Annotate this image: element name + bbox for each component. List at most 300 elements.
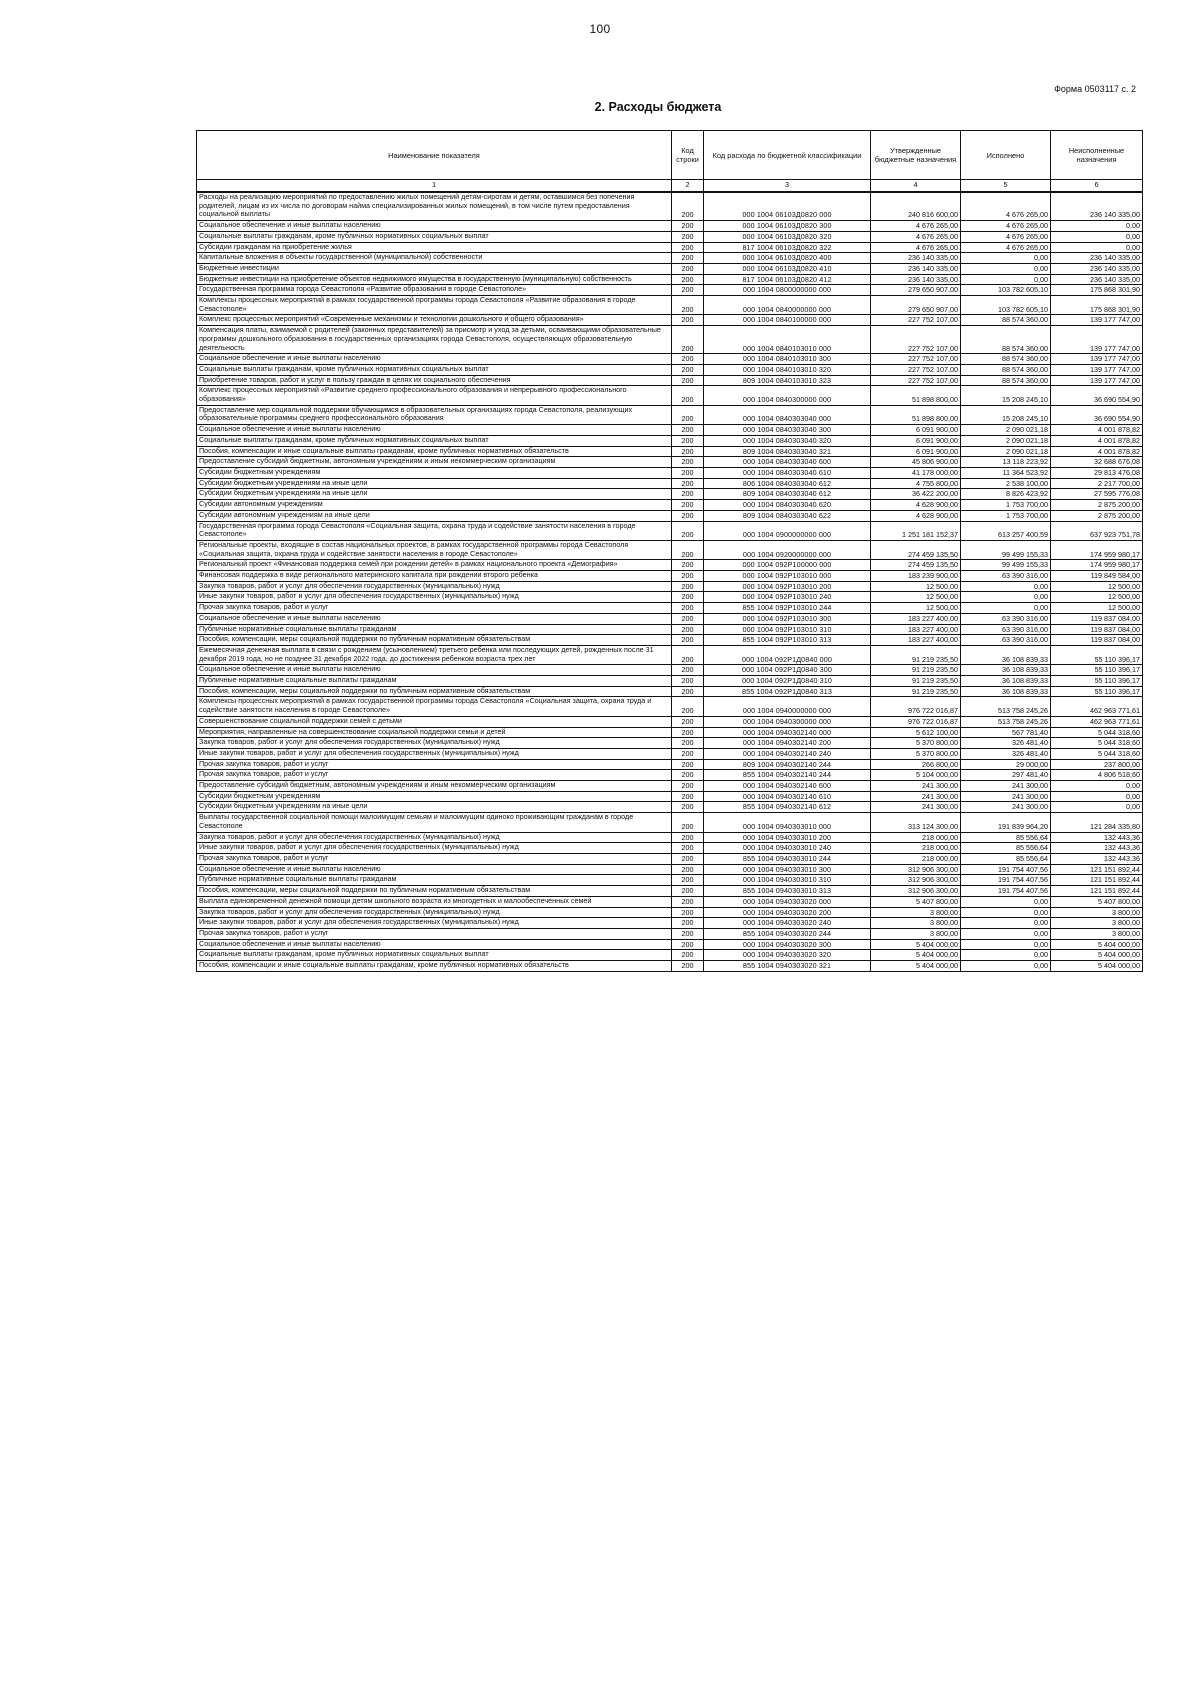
- expense-code-cell: 000 1004 06103Д0820 300: [704, 221, 871, 232]
- expense-code-cell: 855 1004 092P103010 313: [704, 635, 871, 646]
- unexecuted-amount-cell: 5 404 000,00: [1051, 950, 1143, 961]
- table-body: [197, 192, 1143, 971]
- table-row: [197, 560, 1143, 571]
- expense-code-cell: 000 1004 0940303020 000: [704, 896, 871, 907]
- approved-amount-cell: 51 898 800,00: [871, 386, 961, 405]
- header-unexecuted: Неисполненные назначения: [1051, 131, 1143, 180]
- line-code-cell: 200: [672, 781, 704, 792]
- table-row: [197, 285, 1143, 296]
- unexecuted-amount-cell: 174 959 980,17: [1051, 540, 1143, 559]
- approved-amount-cell: 51 898 800,00: [871, 405, 961, 424]
- approved-amount-cell: 5 404 000,00: [871, 939, 961, 950]
- line-code-cell: 200: [672, 939, 704, 950]
- line-code-cell: 200: [672, 581, 704, 592]
- header-indicator-name: Наименование показателя: [197, 131, 672, 180]
- expense-code-cell: 855 1004 0940302140 244: [704, 770, 871, 781]
- expense-code-cell: 000 1004 0840303040 620: [704, 500, 871, 511]
- line-code-cell: 200: [672, 242, 704, 253]
- line-code-cell: 200: [672, 263, 704, 274]
- unexecuted-amount-cell: 4 001 878,82: [1051, 435, 1143, 446]
- table-row: [197, 489, 1143, 500]
- executed-amount-cell: 0,00: [961, 603, 1051, 614]
- unexecuted-amount-cell: 27 595 776,08: [1051, 489, 1143, 500]
- approved-amount-cell: 240 816 600,00: [871, 192, 961, 221]
- approved-amount-cell: 241 300,00: [871, 781, 961, 792]
- line-code-cell: 200: [672, 864, 704, 875]
- unexecuted-amount-cell: 175 868 301,90: [1051, 296, 1143, 315]
- line-code-cell: 200: [672, 425, 704, 436]
- unexecuted-amount-cell: 55 110 396,17: [1051, 686, 1143, 697]
- approved-amount-cell: 5 404 000,00: [871, 950, 961, 961]
- line-code-cell: 200: [672, 231, 704, 242]
- indicator-name-cell: Прочая закупка товаров, работ и услуг: [197, 603, 672, 614]
- expense-code-cell: 000 1004 0940303010 300: [704, 864, 871, 875]
- table-row: [197, 274, 1143, 285]
- executed-amount-cell: 99 499 155,33: [961, 560, 1051, 571]
- expense-code-cell: 000 1004 0840103010 000: [704, 326, 871, 354]
- indicator-name-cell: Социальное обеспечение и иные выплаты населению: [197, 425, 672, 436]
- indicator-name-cell: Компенсация платы, взимаемой с родителей (законных представителей) за присмотр и уход за детьми, осваивающими образовательные программы дошкольного образования в государственных организациях города Севастополя, осуществляющих образовательную деятельность: [197, 326, 672, 354]
- executed-amount-cell: 36 108 839,33: [961, 676, 1051, 687]
- expense-code-cell: 000 1004 06103Д0820 000: [704, 192, 871, 221]
- unexecuted-amount-cell: 637 923 751,78: [1051, 521, 1143, 540]
- approved-amount-cell: 218 000,00: [871, 832, 961, 843]
- executed-amount-cell: 191 754 407,56: [961, 864, 1051, 875]
- approved-amount-cell: 183 227 400,00: [871, 624, 961, 635]
- expense-code-cell: 855 1004 0940303010 313: [704, 886, 871, 897]
- header-executed: Исполнено: [961, 131, 1051, 180]
- executed-amount-cell: 63 390 316,00: [961, 624, 1051, 635]
- line-code-cell: 200: [672, 791, 704, 802]
- indicator-name-cell: Комплекс процессных мероприятий «Современные механизмы и технологии дошкольного и общего образования»: [197, 315, 672, 326]
- table-row: [197, 645, 1143, 664]
- unexecuted-amount-cell: 236 140 335,00: [1051, 253, 1143, 264]
- table-row: [197, 375, 1143, 386]
- expense-code-cell: 809 1004 0840103010 323: [704, 375, 871, 386]
- table-row: [197, 864, 1143, 875]
- expense-code-cell: 000 1004 0940303020 320: [704, 950, 871, 961]
- table-row: [197, 635, 1143, 646]
- indicator-name-cell: Иные закупки товаров, работ и услуг для обеспечения государственных (муниципальных) нужд: [197, 748, 672, 759]
- indicator-name-cell: Выплата единовременной денежной помощи детям школьного возраста из многодетных и малообеспеченных семей: [197, 896, 672, 907]
- line-code-cell: 200: [672, 478, 704, 489]
- unexecuted-amount-cell: 132 443,36: [1051, 843, 1143, 854]
- executed-amount-cell: 2 090 021,18: [961, 446, 1051, 457]
- expense-code-cell: 809 1004 0840303040 321: [704, 446, 871, 457]
- line-code-cell: 200: [672, 676, 704, 687]
- approved-amount-cell: 45 806 900,00: [871, 457, 961, 468]
- approved-amount-cell: 3 800,00: [871, 907, 961, 918]
- executed-amount-cell: 2 090 021,18: [961, 425, 1051, 436]
- executed-amount-cell: 297 481,40: [961, 770, 1051, 781]
- line-code-cell: 200: [672, 405, 704, 424]
- executed-amount-cell: 88 574 360,00: [961, 326, 1051, 354]
- table-row: [197, 665, 1143, 676]
- indicator-name-cell: Государственная программа города Севастополя «Социальная защита, охрана труда и содействие занятости населения в городе Севастополе»: [197, 521, 672, 540]
- table-row: [197, 886, 1143, 897]
- approved-amount-cell: 266 800,00: [871, 759, 961, 770]
- executed-amount-cell: 63 390 316,00: [961, 613, 1051, 624]
- indicator-name-cell: Предоставление мер социальной поддержки обучающимся в образовательных организациях города Севастополя, реализующих образовательные программы среднего профессионального образования: [197, 405, 672, 424]
- approved-amount-cell: 3 800,00: [871, 928, 961, 939]
- line-code-cell: 200: [672, 907, 704, 918]
- table-row: [197, 221, 1143, 232]
- expense-code-cell: 000 1004 0840103010 320: [704, 364, 871, 375]
- table-header: [197, 131, 1143, 193]
- table-row: [197, 386, 1143, 405]
- approved-amount-cell: 91 219 235,50: [871, 686, 961, 697]
- expense-code-cell: 000 1004 092P1Д0840 000: [704, 645, 871, 664]
- unexecuted-amount-cell: 121 151 892,44: [1051, 875, 1143, 886]
- line-code-cell: 200: [672, 645, 704, 664]
- executed-amount-cell: 36 108 839,33: [961, 665, 1051, 676]
- approved-amount-cell: 12 500,00: [871, 592, 961, 603]
- unexecuted-amount-cell: 121 284 335,80: [1051, 813, 1143, 832]
- expense-code-cell: 000 1004 0940303010 240: [704, 843, 871, 854]
- executed-amount-cell: 11 364 523,92: [961, 467, 1051, 478]
- approved-amount-cell: 1 251 181 152,37: [871, 521, 961, 540]
- line-code-cell: 200: [672, 364, 704, 375]
- unexecuted-amount-cell: 119 837 084,00: [1051, 613, 1143, 624]
- approved-amount-cell: 312 906 300,00: [871, 886, 961, 897]
- unexecuted-amount-cell: 139 177 747,00: [1051, 375, 1143, 386]
- indicator-name-cell: Социальное обеспечение и иные выплаты населению: [197, 665, 672, 676]
- executed-amount-cell: 0,00: [961, 896, 1051, 907]
- approved-amount-cell: 241 300,00: [871, 802, 961, 813]
- executed-amount-cell: 0,00: [961, 928, 1051, 939]
- line-code-cell: 200: [672, 375, 704, 386]
- line-code-cell: 200: [672, 603, 704, 614]
- expense-code-cell: 806 1004 0840303040 612: [704, 478, 871, 489]
- table-row: [197, 813, 1143, 832]
- approved-amount-cell: 6 091 900,00: [871, 435, 961, 446]
- expense-code-cell: 000 1004 0840100000 000: [704, 315, 871, 326]
- executed-amount-cell: 63 390 316,00: [961, 635, 1051, 646]
- executed-amount-cell: 326 481,40: [961, 748, 1051, 759]
- column-number: 3: [704, 180, 871, 193]
- expense-code-cell: 809 1004 0840303040 612: [704, 489, 871, 500]
- executed-amount-cell: 0,00: [961, 918, 1051, 929]
- approved-amount-cell: 241 300,00: [871, 791, 961, 802]
- table-row: [197, 939, 1143, 950]
- indicator-name-cell: Прочая закупка товаров, работ и услуг: [197, 854, 672, 865]
- line-code-cell: 200: [672, 386, 704, 405]
- indicator-name-cell: Прочая закупка товаров, работ и услуг: [197, 759, 672, 770]
- unexecuted-amount-cell: 236 140 335,00: [1051, 274, 1143, 285]
- unexecuted-amount-cell: 119 849 584,00: [1051, 571, 1143, 582]
- line-code-cell: 200: [672, 843, 704, 854]
- line-code-cell: 200: [672, 592, 704, 603]
- executed-amount-cell: 29 000,00: [961, 759, 1051, 770]
- indicator-name-cell: Пособия, компенсации, меры социальной поддержки по публичным нормативным обязательствам: [197, 635, 672, 646]
- expense-code-cell: 817 1004 06103Д0820 412: [704, 274, 871, 285]
- table-row: [197, 571, 1143, 582]
- expense-code-cell: 809 1004 0940302140 244: [704, 759, 871, 770]
- table-row: [197, 315, 1143, 326]
- line-code-cell: 200: [672, 285, 704, 296]
- approved-amount-cell: 274 459 135,50: [871, 560, 961, 571]
- unexecuted-amount-cell: 121 151 892,44: [1051, 864, 1143, 875]
- expense-code-cell: 000 1004 0940300000 000: [704, 716, 871, 727]
- approved-amount-cell: 5 404 000,00: [871, 961, 961, 972]
- expense-code-cell: 000 1004 092P100000 000: [704, 560, 871, 571]
- expense-code-cell: 000 1004 0940302140 600: [704, 781, 871, 792]
- expense-code-cell: 817 1004 06103Д0820 322: [704, 242, 871, 253]
- indicator-name-cell: Пособия, компенсации, меры социальной поддержки по публичным нормативным обязательствам: [197, 686, 672, 697]
- approved-amount-cell: 183 227 400,00: [871, 613, 961, 624]
- executed-amount-cell: 103 782 605,10: [961, 285, 1051, 296]
- expense-code-cell: 000 1004 0840303040 610: [704, 467, 871, 478]
- table-row: [197, 581, 1143, 592]
- indicator-name-cell: Бюджетные инвестиции: [197, 263, 672, 274]
- approved-amount-cell: 279 650 907,00: [871, 285, 961, 296]
- table-row: [197, 364, 1143, 375]
- executed-amount-cell: 4 676 265,00: [961, 242, 1051, 253]
- expense-code-cell: 000 1004 092P103010 240: [704, 592, 871, 603]
- column-number: 4: [871, 180, 961, 193]
- indicator-name-cell: Прочая закупка товаров, работ и услуг: [197, 928, 672, 939]
- executed-amount-cell: 0,00: [961, 581, 1051, 592]
- approved-amount-cell: 976 722 016,87: [871, 697, 961, 716]
- expense-code-cell: 000 1004 0940302140 610: [704, 791, 871, 802]
- expense-code-cell: 855 1004 0940303020 321: [704, 961, 871, 972]
- indicator-name-cell: Социальные выплаты гражданам, кроме публичных нормативных социальных выплат: [197, 950, 672, 961]
- line-code-cell: 200: [672, 326, 704, 354]
- approved-amount-cell: 227 752 107,00: [871, 326, 961, 354]
- approved-amount-cell: 12 500,00: [871, 581, 961, 592]
- line-code-cell: 200: [672, 738, 704, 749]
- executed-amount-cell: 0,00: [961, 961, 1051, 972]
- indicator-name-cell: Закупка товаров, работ и услуг для обеспечения государственных (муниципальных) нужд: [197, 738, 672, 749]
- approved-amount-cell: 976 722 016,87: [871, 716, 961, 727]
- table-row: [197, 510, 1143, 521]
- expense-code-cell: 000 1004 092P1Д0840 310: [704, 676, 871, 687]
- indicator-name-cell: Закупка товаров, работ и услуг для обеспечения государственных (муниципальных) нужд: [197, 907, 672, 918]
- executed-amount-cell: 4 676 265,00: [961, 192, 1051, 221]
- unexecuted-amount-cell: 139 177 747,00: [1051, 364, 1143, 375]
- executed-amount-cell: 0,00: [961, 263, 1051, 274]
- unexecuted-amount-cell: 5 407 800,00: [1051, 896, 1143, 907]
- expense-code-cell: 000 1004 0900000000 000: [704, 521, 871, 540]
- approved-amount-cell: 12 500,00: [871, 603, 961, 614]
- line-code-cell: 200: [672, 521, 704, 540]
- line-code-cell: 200: [672, 500, 704, 511]
- approved-amount-cell: 313 124 300,00: [871, 813, 961, 832]
- approved-amount-cell: 91 219 235,50: [871, 665, 961, 676]
- approved-amount-cell: 183 227 400,00: [871, 635, 961, 646]
- approved-amount-cell: 4 676 265,00: [871, 231, 961, 242]
- table-row: [197, 405, 1143, 424]
- executed-amount-cell: 2 538 100,00: [961, 478, 1051, 489]
- expense-code-cell: 000 1004 0840103010 300: [704, 354, 871, 365]
- executed-amount-cell: 0,00: [961, 950, 1051, 961]
- line-code-cell: 200: [672, 950, 704, 961]
- approved-amount-cell: 236 140 335,00: [871, 263, 961, 274]
- approved-amount-cell: 227 752 107,00: [871, 375, 961, 386]
- approved-amount-cell: 312 906 300,00: [871, 864, 961, 875]
- approved-amount-cell: 5 370 800,00: [871, 738, 961, 749]
- executed-amount-cell: 85 556,64: [961, 843, 1051, 854]
- table-row: [197, 624, 1143, 635]
- line-code-cell: 200: [672, 435, 704, 446]
- executed-amount-cell: 88 574 360,00: [961, 354, 1051, 365]
- expense-code-cell: 000 1004 0840300000 000: [704, 386, 871, 405]
- column-number: 6: [1051, 180, 1143, 193]
- executed-amount-cell: 88 574 360,00: [961, 375, 1051, 386]
- budget-expenses-table: [196, 130, 1143, 972]
- approved-amount-cell: 4 628 900,00: [871, 510, 961, 521]
- line-code-cell: 200: [672, 665, 704, 676]
- indicator-name-cell: Комплексы процессных мероприятий в рамках государственной программы города Севастополя «Развитие образования в городе Севастополе»: [197, 296, 672, 315]
- indicator-name-cell: Приобретение товаров, работ и услуг в пользу граждан в целях их социального обеспечения: [197, 375, 672, 386]
- line-code-cell: 200: [672, 832, 704, 843]
- expense-code-cell: 000 1004 0800000000 000: [704, 285, 871, 296]
- unexecuted-amount-cell: 55 110 396,17: [1051, 676, 1143, 687]
- table-row: [197, 425, 1143, 436]
- unexecuted-amount-cell: 5 044 318,60: [1051, 748, 1143, 759]
- unexecuted-amount-cell: 4 001 878,82: [1051, 425, 1143, 436]
- line-code-cell: 200: [672, 918, 704, 929]
- unexecuted-amount-cell: 0,00: [1051, 231, 1143, 242]
- table-row: [197, 950, 1143, 961]
- approved-amount-cell: 91 219 235,50: [871, 676, 961, 687]
- unexecuted-amount-cell: 36 690 554,90: [1051, 386, 1143, 405]
- table-row: [197, 738, 1143, 749]
- line-code-cell: 200: [672, 467, 704, 478]
- expense-code-cell: 000 1004 0840303040 300: [704, 425, 871, 436]
- table-row: [197, 354, 1143, 365]
- table-row: [197, 686, 1143, 697]
- approved-amount-cell: 3 800,00: [871, 918, 961, 929]
- expense-code-cell: 000 1004 0940000000 000: [704, 697, 871, 716]
- indicator-name-cell: Субсидии бюджетным учреждениям на иные цели: [197, 489, 672, 500]
- column-number: 5: [961, 180, 1051, 193]
- indicator-name-cell: Комплекс процессных мероприятий «Развитие среднего профессионального образования и непрерывного профессионального образования»: [197, 386, 672, 405]
- unexecuted-amount-cell: 174 959 980,17: [1051, 560, 1143, 571]
- executed-amount-cell: 63 390 316,00: [961, 571, 1051, 582]
- table-row: [197, 435, 1143, 446]
- executed-amount-cell: 241 300,00: [961, 791, 1051, 802]
- expense-code-cell: 000 1004 092P103010 000: [704, 571, 871, 582]
- table-row: [197, 192, 1143, 221]
- line-code-cell: 200: [672, 274, 704, 285]
- line-code-cell: 200: [672, 759, 704, 770]
- executed-amount-cell: 513 758 245,26: [961, 716, 1051, 727]
- executed-amount-cell: 88 574 360,00: [961, 315, 1051, 326]
- indicator-name-cell: Публичные нормативные социальные выплаты гражданам: [197, 676, 672, 687]
- unexecuted-amount-cell: 119 837 084,00: [1051, 624, 1143, 635]
- line-code-cell: 200: [672, 624, 704, 635]
- expense-code-cell: 000 1004 092P103010 200: [704, 581, 871, 592]
- approved-amount-cell: 5 612 100,00: [871, 727, 961, 738]
- line-code-cell: 200: [672, 716, 704, 727]
- executed-amount-cell: 15 208 245,10: [961, 405, 1051, 424]
- line-code-cell: 200: [672, 296, 704, 315]
- table-row: [197, 326, 1143, 354]
- indicator-name-cell: Мероприятия, направленные на совершенствование социальной поддержки семьи и детей: [197, 727, 672, 738]
- expense-code-cell: 000 1004 0940303020 200: [704, 907, 871, 918]
- approved-amount-cell: 236 140 335,00: [871, 274, 961, 285]
- table-row: [197, 253, 1143, 264]
- line-code-cell: 200: [672, 457, 704, 468]
- table-row: [197, 791, 1143, 802]
- indicator-name-cell: Субсидии автономным учреждениям на иные цели: [197, 510, 672, 521]
- expense-code-cell: 000 1004 0840303040 600: [704, 457, 871, 468]
- executed-amount-cell: 0,00: [961, 274, 1051, 285]
- executed-amount-cell: 191 839 964,20: [961, 813, 1051, 832]
- line-code-cell: 200: [672, 697, 704, 716]
- table-row: [197, 802, 1143, 813]
- table-row: [197, 613, 1143, 624]
- expense-code-cell: 000 1004 0840303040 320: [704, 435, 871, 446]
- approved-amount-cell: 41 178 000,00: [871, 467, 961, 478]
- approved-amount-cell: 218 000,00: [871, 854, 961, 865]
- executed-amount-cell: 88 574 360,00: [961, 364, 1051, 375]
- line-code-cell: 200: [672, 770, 704, 781]
- table-row: [197, 759, 1143, 770]
- expense-code-cell: 855 1004 092P1Д0840 313: [704, 686, 871, 697]
- indicator-name-cell: Бюджетные инвестиции на приобретение объектов недвижимого имущества в государственную (муниципальную) собственность: [197, 274, 672, 285]
- indicator-name-cell: Комплексы процессных мероприятий в рамках государственной программы города Севастополя «Социальная защита, охрана труда и содействие занятости населения в городе Севастополе»: [197, 697, 672, 716]
- executed-amount-cell: 2 090 021,18: [961, 435, 1051, 446]
- unexecuted-amount-cell: 5 404 000,00: [1051, 961, 1143, 972]
- expense-code-cell: 000 1004 0840303040 000: [704, 405, 871, 424]
- approved-amount-cell: 4 755 800,00: [871, 478, 961, 489]
- page-number: 100: [589, 22, 611, 36]
- line-code-cell: 200: [672, 221, 704, 232]
- executed-amount-cell: 36 108 839,33: [961, 686, 1051, 697]
- executed-amount-cell: 567 781,40: [961, 727, 1051, 738]
- indicator-name-cell: Предоставление субсидий бюджетным, автономным учреждениям и иным некоммерческим организациям: [197, 457, 672, 468]
- indicator-name-cell: Выплаты государственной социальной помощи малоимущим семьям и малоимущим одиноко проживающим гражданам в городе Севастополе: [197, 813, 672, 832]
- executed-amount-cell: 0,00: [961, 253, 1051, 264]
- table-row: [197, 896, 1143, 907]
- indicator-name-cell: Социальное обеспечение и иные выплаты населению: [197, 939, 672, 950]
- indicator-name-cell: Региональные проекты, входящие в состав национальных проектов, в рамках государственной программы города Севастополя «Социальная защита, охрана труда и содействие занятости населения в городе Севастополе»: [197, 540, 672, 559]
- indicator-name-cell: Иные закупки товаров, работ и услуг для обеспечения государственных (муниципальных) нужд: [197, 918, 672, 929]
- indicator-name-cell: Пособия, компенсации и иные социальные выплаты гражданам, кроме публичных нормативных обязательств: [197, 446, 672, 457]
- table-row: [197, 231, 1143, 242]
- approved-amount-cell: 236 140 335,00: [871, 253, 961, 264]
- executed-amount-cell: 241 300,00: [961, 802, 1051, 813]
- line-code-cell: 200: [672, 686, 704, 697]
- indicator-name-cell: Государственная программа города Севастополя «Развитие образования в городе Севастополе»: [197, 285, 672, 296]
- unexecuted-amount-cell: 132 443,36: [1051, 832, 1143, 843]
- form-label: Форма 0503117 с. 2: [1054, 84, 1136, 94]
- indicator-name-cell: Социальное обеспечение и иные выплаты населению: [197, 221, 672, 232]
- indicator-name-cell: Субсидии бюджетным учреждениям на иные цели: [197, 478, 672, 489]
- approved-amount-cell: 227 752 107,00: [871, 315, 961, 326]
- line-code-cell: 200: [672, 192, 704, 221]
- table-row: [197, 603, 1143, 614]
- table-row: [197, 770, 1143, 781]
- line-code-cell: 200: [672, 540, 704, 559]
- unexecuted-amount-cell: 139 177 747,00: [1051, 354, 1143, 365]
- line-code-cell: 200: [672, 489, 704, 500]
- indicator-name-cell: Совершенствование социальной поддержки семей с детьми: [197, 716, 672, 727]
- executed-amount-cell: 191 754 407,56: [961, 886, 1051, 897]
- header-expense-code: Код расхода по бюджетной классификации: [704, 131, 871, 180]
- table-row: [197, 521, 1143, 540]
- unexecuted-amount-cell: 4 806 518,60: [1051, 770, 1143, 781]
- indicator-name-cell: Пособия, компенсации и иные социальные выплаты гражданам, кроме публичных нормативных обязательств: [197, 961, 672, 972]
- header-approved: Утвержденные бюджетные назначения: [871, 131, 961, 180]
- executed-amount-cell: 99 499 155,33: [961, 540, 1051, 559]
- unexecuted-amount-cell: 132 443,36: [1051, 854, 1143, 865]
- expense-code-cell: 855 1004 0940303020 244: [704, 928, 871, 939]
- unexecuted-amount-cell: 237 800,00: [1051, 759, 1143, 770]
- indicator-name-cell: Финансовая поддержка в виде регионального материнского капитала при рождении второго ребенка: [197, 571, 672, 582]
